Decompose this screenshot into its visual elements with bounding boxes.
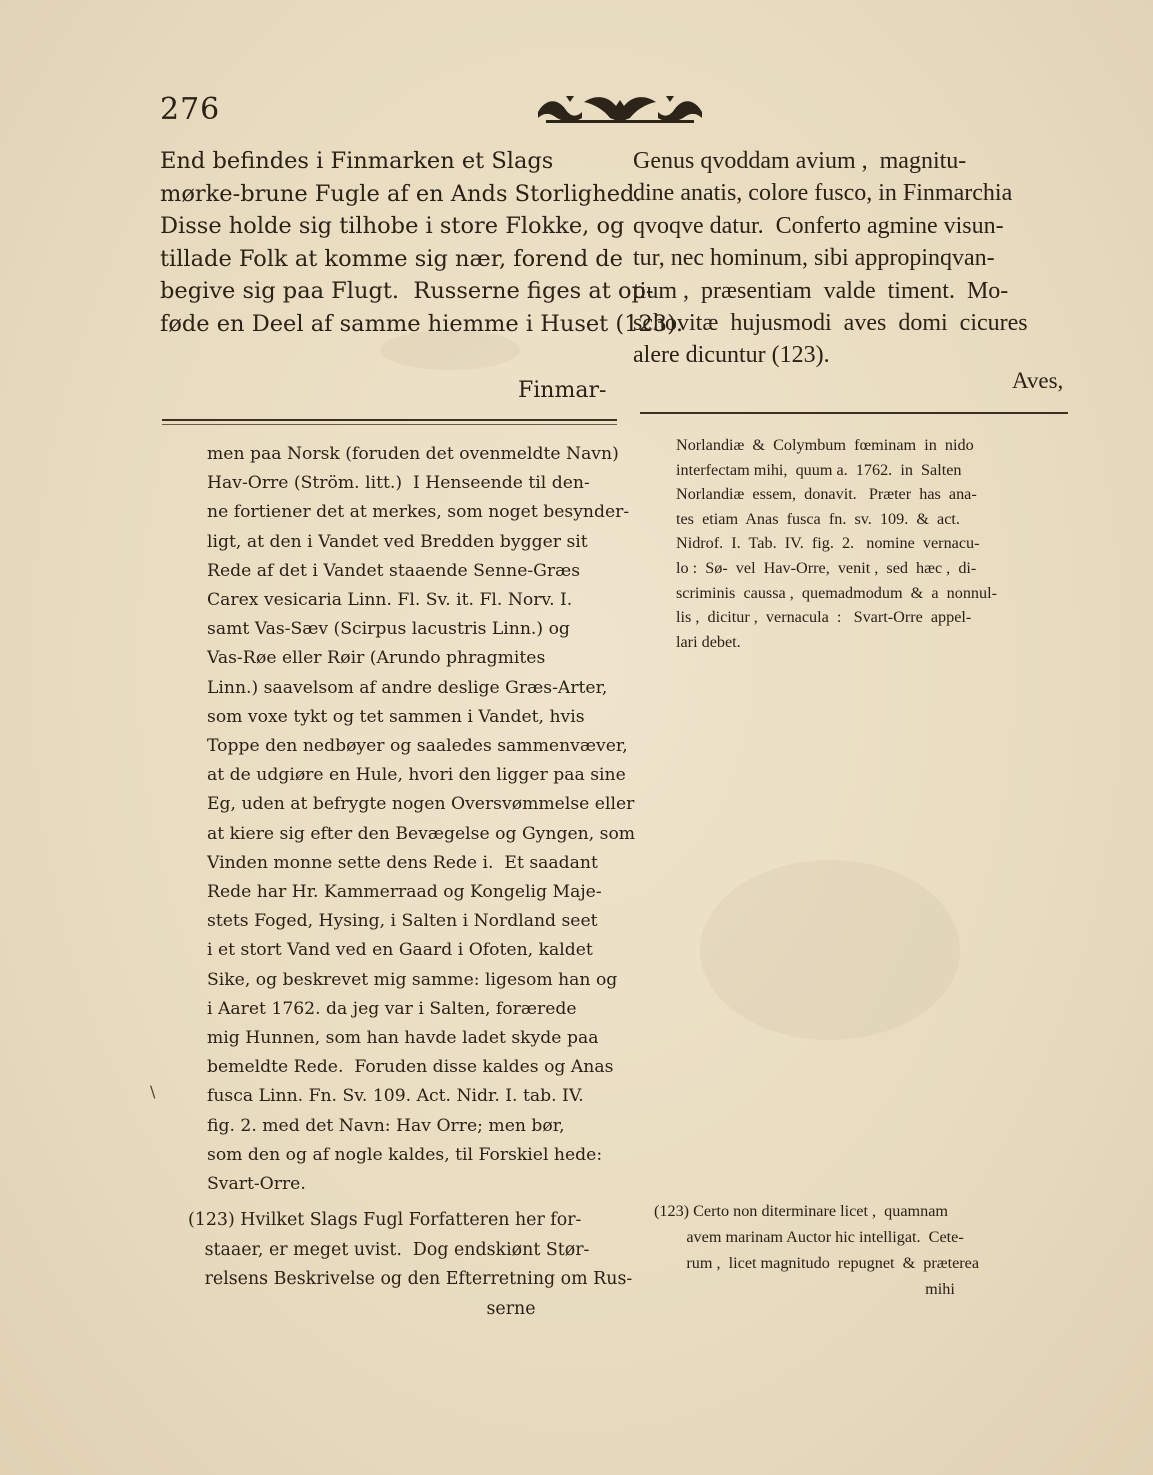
page-number: 276	[160, 92, 221, 127]
latin-catchword: Aves,	[1012, 368, 1064, 393]
section-divider-left	[162, 419, 617, 421]
paper-stain	[700, 860, 960, 1040]
section-divider-left-thin	[162, 424, 617, 425]
danish-note-text: men paa Norsk (foruden det ovenmeldte Navn) Hav-Orre (Ström. litt.) I Henseende til den- ne fortiener det at merkes, som noget besynder- ligt, at den i Vandet ved Bredden bygger sit Rede af det i Vandet staaende Senne-Græs Carex vesicaria Linn. Fl. Sv. it. Fl. Norv. I. samt Vas-Sæv (Scirpus lacustris Linn.) og Vas-Røe eller Røir (Arundo phragmites Linn.) saavelsom af andre deslige Græs-Arter, som voxe tykt og tet sammen i Vandet, hvis Toppe den nedbøyer og saaledes sammenvæver, at de udgiøre en Hule, hvori den ligger paa sine Eg, uden at befrygte nogen Oversvømmelse eller at kiere sig efter den Bevægelse og Gyngen, som Vinden monne sette dens Rede i. Et saadant Rede har Hr. Kammerraad og Kongelig Maje- stets Foged, Hysing, i Salten i Nordland seet i et stort Vand ved en Gaard i Ofoten, kaldet Sike, og beskrevet mig samme: ligesom han og i Aaret 1762. da jeg var i Salten, forærede mig Hunnen, som han havde ladet skyde paa bemeldte Rede. Foruden disse kaldes og Anas fusca Linn. Fn. Sv. 109. Act. Nidr. I. tab. IV. fig. 2. med det Navn: Hav Orre; men bør, som den og af nogle kaldes, til Forskiel hede: Svart-Orre.	[207, 444, 636, 1195]
danish-catchword: Finmar-	[518, 378, 607, 403]
latin-footnote: (123) Certo non diterminare licet , quamnam avem marinam Auctor hic intelligat. Cete- rum , licet magnitudo repugnet & præterea mihi	[654, 1202, 980, 1298]
headpiece-ornament-icon	[536, 92, 704, 126]
danish-footnote: (123) Hvilket Slags Fugl Forfatteren her for- staaer, er meget uvist. Dog endskiønt Stør- relsens Beskrivelse og den Efterretning om Rus- serne	[188, 1210, 633, 1319]
section-divider-right	[640, 412, 1068, 414]
margin-mark: \	[150, 1082, 156, 1101]
latin-note-text: Norlandiæ & Colymbum fœminam in nido interfectam mihi, quum a. 1762. in Salten Norlandiæ essem, donavit. Præter has ana- tes etiam Anas fusca fn. sv. 109. & act. Nidrof. I. Tab. IV. fig. 2. nomine vernacu- lo : Sø- vel Hav-Orre, venit , sed hæc , di- scriminis caussa , quemadmodum & a nonnul- lis , dicitur , vernacula : Svart-Orre appel- lari debet.	[676, 436, 997, 651]
danish-main-text: End befindes i Finmarken et Slags mørke-brune Fugle af en Ands Storlighed. Disse holde sig tilhobe i store Flokke, og tillade Folk at komme sig nær, forend de begive sig paa Flugt. Russerne figes at op- føde en Deel af samme hiemme i Huset (123).	[160, 148, 684, 337]
latin-main-text: Genus qvoddam avium , magnitu- dine anatis, colore fusco, in Finmarchia qvoqve datur. Conferto agmine visun- tur, nec hominum, sibi appropinqvan- tium , præsentiam valde timent. Mo- schovitæ hujusmodi aves domi cicures alere dicuntur (123).	[633, 148, 1028, 369]
